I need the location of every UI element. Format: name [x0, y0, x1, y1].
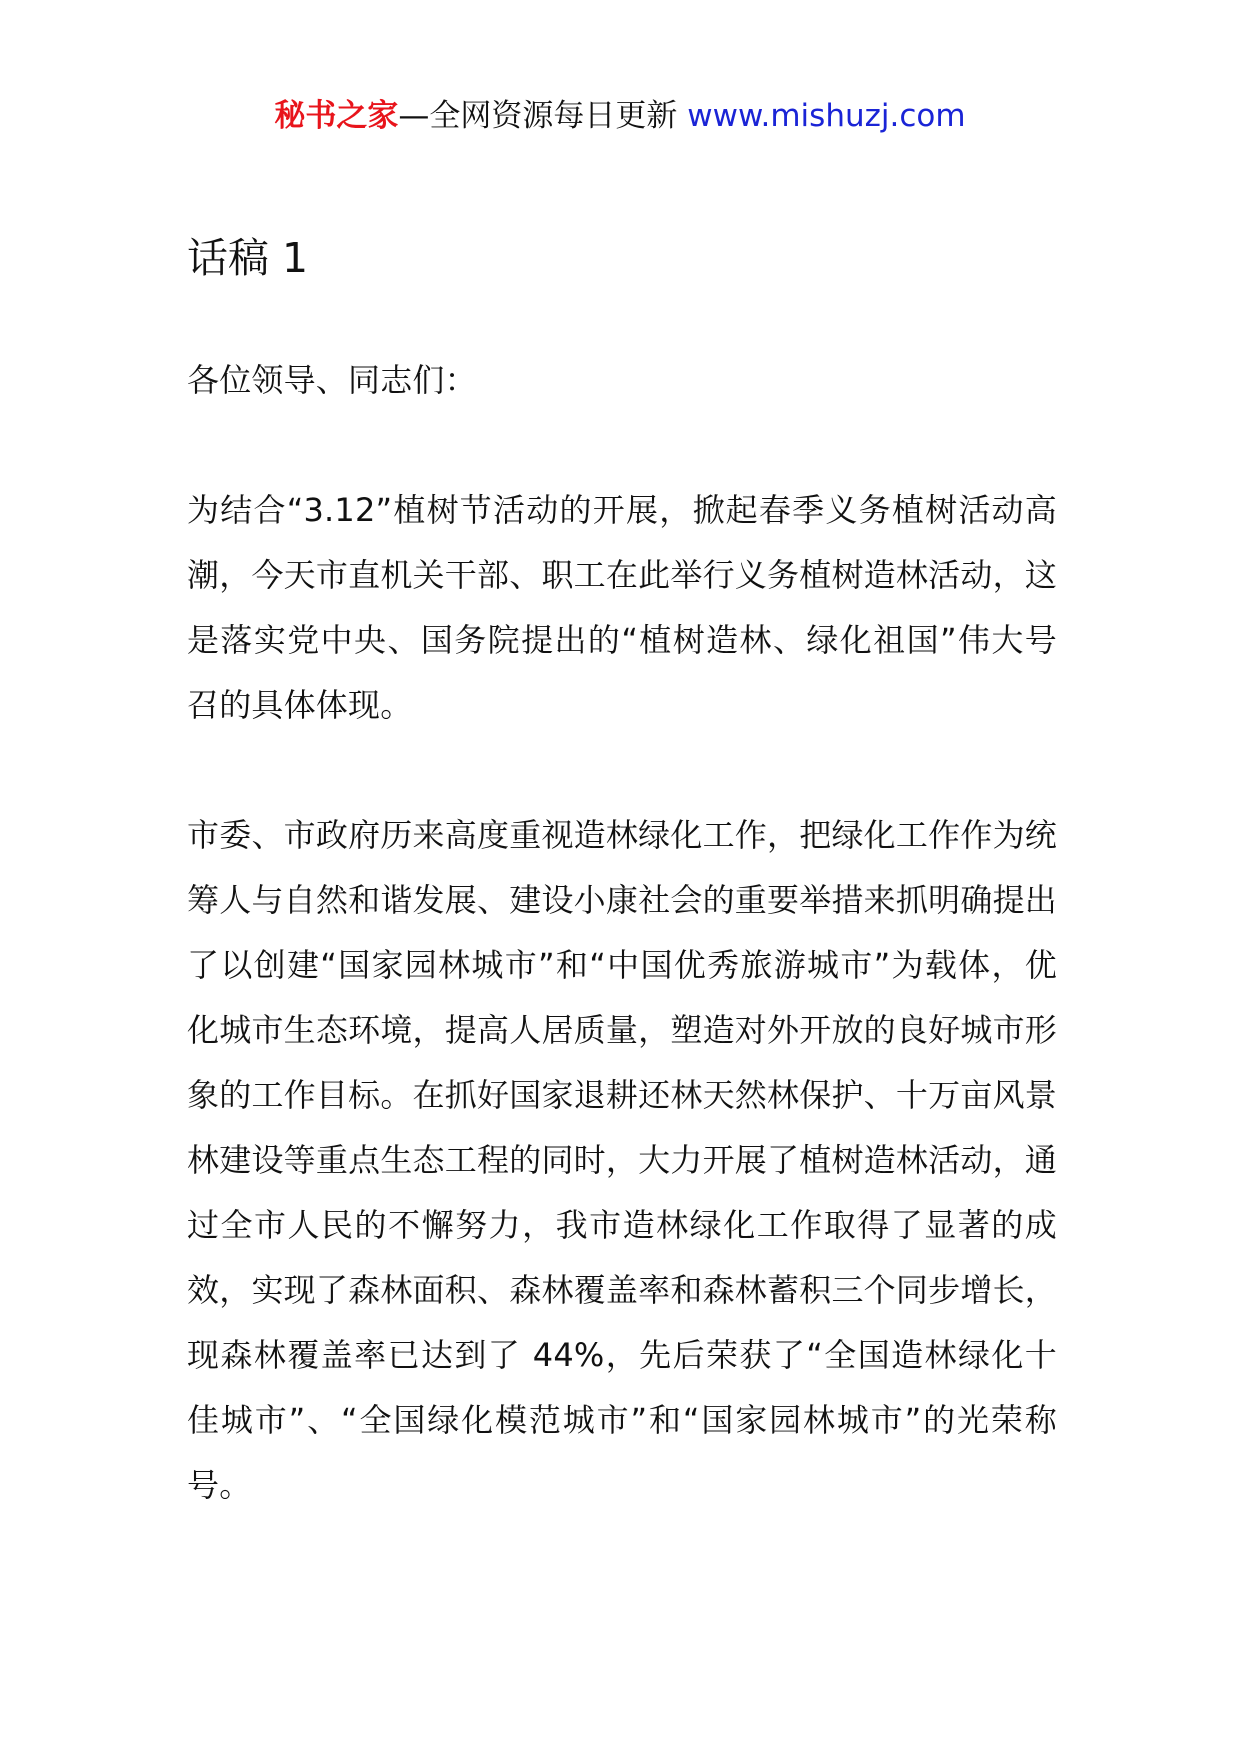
website-link[interactable]: www.mishuzj.com: [687, 98, 966, 134]
greeting: 各位领导、同志们：: [187, 361, 477, 399]
document-body: [187, 228, 1057, 1583]
paragraph-1: 为结合“3.12”植树节活动的开展，掀起春季义务植树活动高潮，今天市直机关干部、职工在此举行义务植树造林活动，这是落实党中央、国务院提出的“植树造林、绿化祖国”伟大号召的具体体现。: [187, 491, 1057, 724]
header-tagline: —全网资源每日更新: [398, 98, 678, 134]
brand-name: 秘书之家: [274, 98, 399, 134]
page-header: [0, 96, 1240, 136]
paragraph-2: 市委、市政府历来高度重视造林绿化工作，把绿化工作作为统筹人与自然和谐发展、建设小康社会的重要举措来抓明确提出了以创建“国家园林城市”和“中国优秀旅游城市”为载体，优化城市生态环境，提高人居质量，塑造对外开放的良好城市形象的工作目标。在抓好国家退耕还林天然林保护、十万亩风景林建设等重点生态工程的同时，大力开展了植树造林活动，通过全市人民的不懈努力，我市造林绿化工作取得了显著的成效，实现了森林面积、森林覆盖率和森林蓄积三个同步增长，现森林覆盖率已达到了 44%，先后荣获了“全国造林绿化十佳城市”、“全国绿化模范城市”和“国家园林城市”的光荣称号。: [187, 816, 1057, 1504]
document-title: 话稿 1: [187, 234, 309, 282]
